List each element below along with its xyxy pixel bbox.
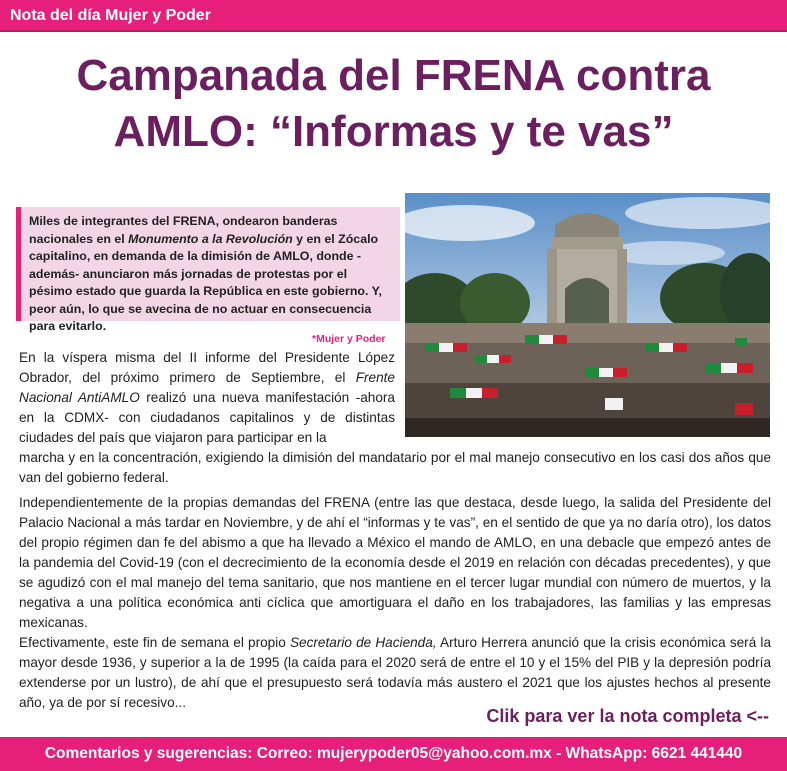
p1-text-1: En la víspera misma del II informe del Presidente López Obrador, del próximo primero de Septiembre, el [19, 350, 395, 385]
p3-emphasis: Secretario de Hacienda, [289, 635, 437, 650]
lead-text-1: Miles de integrantes del FRENA, ondearon banderas nacionales en el [29, 214, 338, 246]
lead-emphasis: Monumento a la Revolución [128, 231, 293, 246]
lead-text-2: y en el Zócalo capitalino, en demanda de la dimisión de AMLO, donde -además- anunciaron más jornadas de protestas por el pésimo estado que guarda la República en este gobierno. Y, peor aún, lo que se avecina de no actuar en consecuencia para evitarlo. [29, 231, 382, 333]
paragraph-2: Independientemente de la propias demandas del FRENA (entre las que destaca, desde luego, la salida del Presidente del Palacio Nacional a más tardar en Noviembre, y de ahí el “informas y te vas”, en el sentido de que ya no daría otro), los datos del propio régimen dan fe del abismo a que ha llevado a México el mando de AMLO, en una debacle que empezó antes de la pandemia del Covid-19 (con el decrecimiento de la economía desde el 2019 en relación con décadas precedentes), y que se agudizó con el mal manejo del tema sanitario, que nos mantiene en el tercer lugar mundial con número de muertos, y la negativa a una política económica anti cíclica que amortiguara el daño en los trabajadores, las familias y las empresas mexicanas. [19, 495, 771, 630]
lead-box [16, 207, 400, 333]
p1-emphasis: Frente Nacional AntiAMLO [19, 370, 395, 405]
paragraph-1-continued: marcha y en la concentración, exigiendo la dimisión del mandatario por el mal manejo consecutivo en los casi dos años que van del gobierno federal. [19, 450, 771, 485]
p3-text-1: Efectivamente, este fin de semana el propio [19, 635, 290, 650]
title-line-2: AMLO: “Informas y te vas” [113, 107, 674, 156]
byline: *Mujer y Poder [312, 333, 386, 345]
protest-photo [405, 193, 770, 437]
monument-crowd-illustration [405, 193, 770, 437]
read-more-link[interactable]: Clik para ver la nota completa <-- [486, 706, 769, 726]
paragraph-1 [19, 348, 395, 448]
paragraph-3 [19, 633, 771, 713]
section-label: Nota del día Mujer y Poder [0, 4, 221, 28]
title-line-1: Campanada del FRENA contra [76, 51, 711, 100]
top-bar [0, 0, 787, 32]
p3-text-2: Arturo Herrera anunció que la crisis económica será la mayor desde 1936, y superior a la de 1995 (la caída para el 2020 será de entre el 10 y el 15% del PIB y la depresión podría extenderse por un lustro), de ahí que el presupuesto será todavía más austero el 2021 que los ajustes hechos al presente año, ya de por sí recesivo... [19, 635, 772, 710]
top-bar-divider [0, 30, 787, 32]
footer-contact: Comentarios y sugerencias: Correo: mujerypoder05@yahoo.com.mx - WhatsApp: 6621 441440 [0, 737, 787, 771]
p1-text-2: realizó una nueva manifestación -ahora en la CDMX- con ciudadanos capitalinos y de distintas ciudades del país que viajaron para participar en la [19, 390, 395, 445]
article-title [0, 48, 787, 160]
